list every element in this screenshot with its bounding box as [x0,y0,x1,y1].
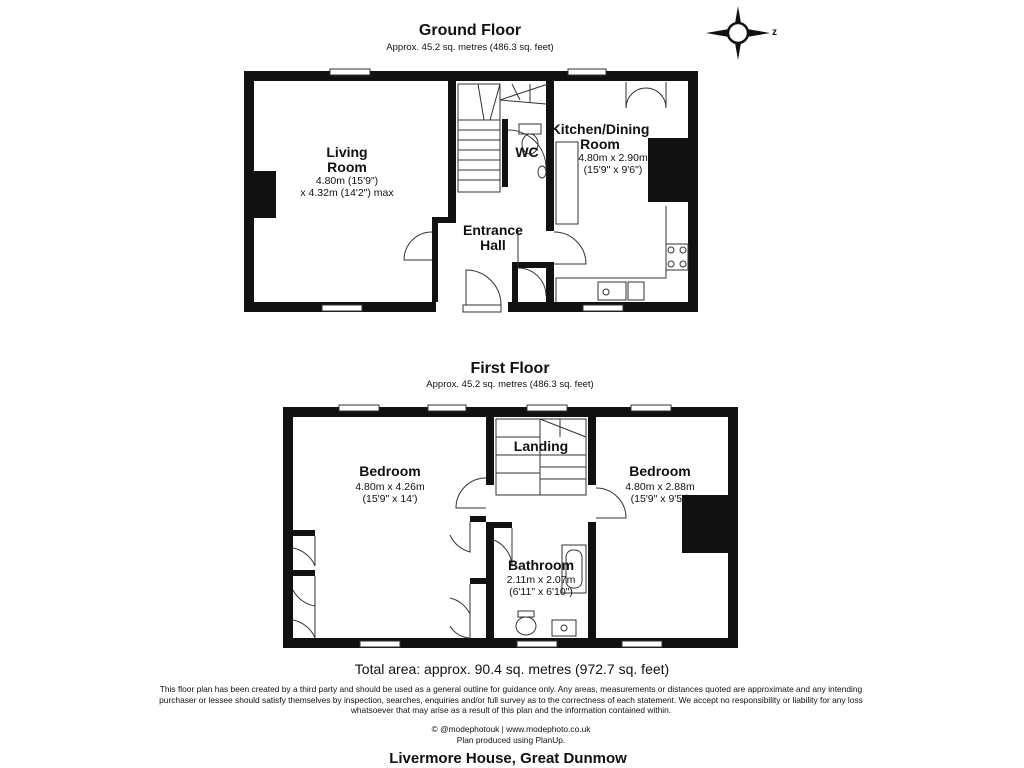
compass-rose-icon [706,6,770,60]
bedroom-1-label: Bedroom [359,463,421,479]
kitchen-sink [598,282,626,300]
cupboard-door-swing [518,268,546,296]
living-room-dimensions: 4.80m (15'9") x 4.32m (14'2") max [300,175,394,199]
first-floor-stairs [496,419,586,495]
bathroom-toilet [516,617,536,635]
kitchen-dimensions: 4.80m x 2.90m (15'9" x 9'6") [578,152,648,176]
wc-basin [538,166,546,178]
first-floor-title: First Floor [470,360,550,377]
landing-label: Landing [513,438,569,454]
living-room-door-swing [404,232,432,260]
entrance-hall-label: Entrance Hall [463,222,523,253]
compass-label: z [772,27,777,38]
bedroom-2-dimensions: 4.80m x 2.88m (15'9" x 9'5") [625,481,695,505]
wc-label: WC [515,144,539,160]
total-area: Total area: approx. 90.4 sq. metres (972.7 sq. feet) [354,661,670,677]
kitchen-label: Kitchen/Dining Room [550,121,650,152]
wardrobe-right-door-2 [450,584,470,614]
first-floor-area: Approx. 45.2 sq. metres (486.3 sq. feet) [426,379,594,390]
property-title: Livermore House, Great Dunmow [389,750,627,767]
kitchen-worktop [556,206,666,302]
wardrobe-left-door-1 [293,536,315,566]
bedroom-1-door-swing [456,478,486,508]
living-room-label: Living Room [326,144,368,175]
front-door [463,305,501,312]
kitchen-door-2-swing [646,82,666,108]
ground-floor-area: Approx. 45.2 sq. metres (486.3 sq. feet) [386,42,554,53]
bathroom-dimensions: 2.11m x 2.07m (6'11" x 6'10") [506,574,576,598]
first-floor-plan [283,405,738,648]
bathroom-basin [552,620,576,636]
kitchen-door-swing [554,232,586,264]
ground-floor-title: Ground Floor [418,22,522,39]
disclaimer-text: This floor plan has been created by a third party and should be used as a general outline for guidance only. Any areas, measurements or distances quoted are approximate and any intending purchaser or lessee should satisfy themselves by inspection, searches, enquiries and/or full survey as to the correctness of each statement. We accept no responsibility or liability for any loss whatsoever that may arise as a result of this plan and the information contained within. [159,684,863,715]
bedroom-1-dimensions: 4.80m x 4.26m (15'9" x 14') [355,481,425,505]
wardrobe-left-door-2 [293,576,315,606]
credit-line-website: © @modephotouk | www.modephoto.co.uk [431,724,591,734]
bedroom-2-door-swing [596,488,626,518]
credit-line-planup: Plan produced using PlanUp. [456,735,566,745]
bathroom-label: Bathroom [507,557,575,573]
kitchen-island [556,142,578,224]
bedroom-2-label: Bedroom [629,463,691,479]
front-door-swing [466,270,501,305]
wardrobe-right-door-1 [450,522,470,552]
kitchen-door-1-swing [626,82,646,108]
first-floor-outer-walls [283,407,738,648]
